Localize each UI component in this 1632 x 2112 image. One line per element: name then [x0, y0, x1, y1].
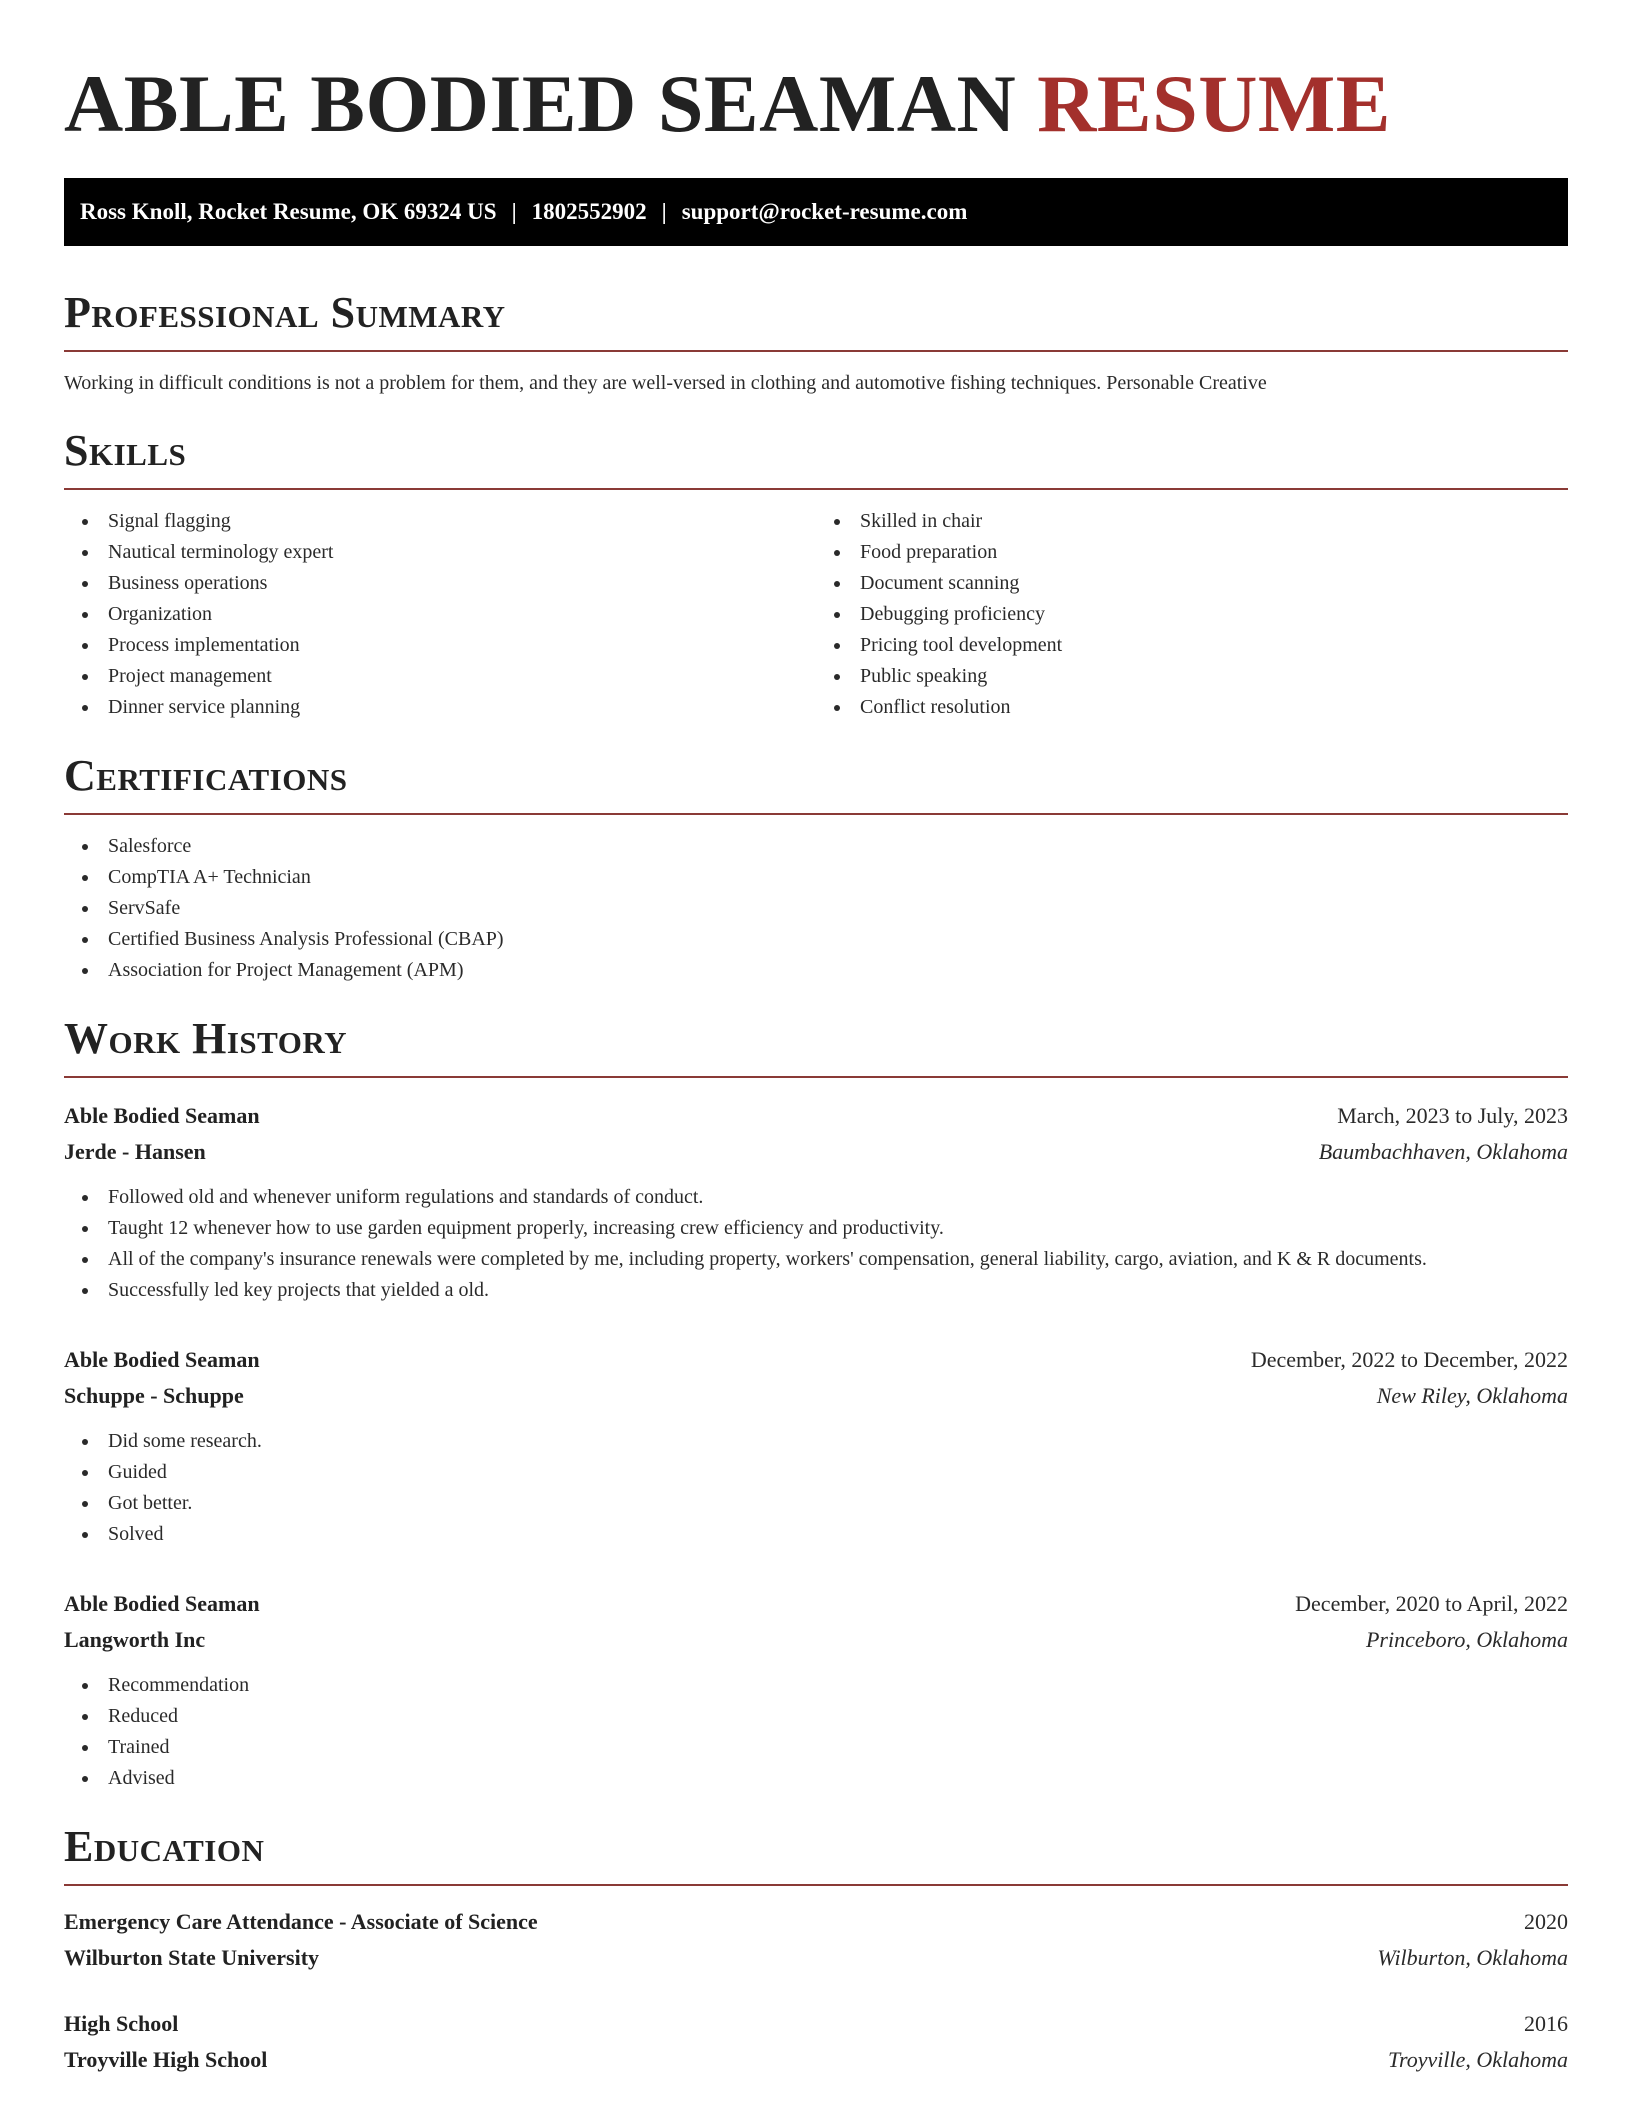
job-company-row — [64, 1622, 1568, 1658]
skills-list-right — [816, 506, 1568, 723]
summary-heading: Professional Summary — [64, 288, 1568, 352]
job-bullets — [64, 1670, 1568, 1794]
education-section — [64, 1822, 1568, 2078]
job-bullets — [64, 1426, 1568, 1550]
summary-text: Working in difficult conditions is not a problem for them, and they are well-versed in clothing and automotive fishing techniques. Personable Creative — [64, 372, 1267, 394]
job-dates: December, 2020 to April, 2022 — [1295, 1591, 1568, 1616]
job-entry — [64, 1342, 1568, 1550]
skill-item: Conflict resolution — [816, 692, 1568, 723]
skill-item: Pricing tool development — [816, 630, 1568, 661]
job-header-row — [64, 1098, 1568, 1134]
skill-item: Debugging proficiency — [816, 599, 1568, 630]
job-company: Schuppe - Schuppe — [64, 1383, 244, 1408]
skill-item: Organization — [64, 599, 816, 630]
work-history-section — [64, 1014, 1568, 1794]
education-entry — [64, 1904, 1568, 1976]
job-bullet: Did some research. — [64, 1426, 1568, 1457]
education-school: Troyville High School — [64, 2047, 268, 2072]
job-title: Able Bodied Seaman — [64, 1103, 260, 1128]
job-entry — [64, 1098, 1568, 1306]
job-bullet: Followed old and whenever uniform regulations and standards of conduct. — [64, 1182, 1568, 1213]
skill-item: Food preparation — [816, 537, 1568, 568]
education-degree: Emergency Care Attendance - Associate of Science — [64, 1909, 538, 1934]
contact-address: Ross Knoll, Rocket Resume, OK 69324 US — [80, 199, 497, 224]
education-school: Wilburton State University — [64, 1945, 320, 1970]
job-title: Able Bodied Seaman — [64, 1347, 260, 1372]
skills-list-left — [64, 506, 816, 723]
contact-separator: | — [511, 199, 517, 224]
contact-bar — [64, 178, 1568, 246]
job-header-row — [64, 1586, 1568, 1622]
skill-item: Signal flagging — [64, 506, 816, 537]
skill-item: Nautical terminology expert — [64, 537, 816, 568]
certifications-list — [64, 831, 1568, 986]
contact-email: support@rocket-resume.com — [681, 199, 968, 224]
education-location: Troyville, Oklahoma — [1387, 2047, 1568, 2072]
resume-title — [64, 0, 1568, 152]
job-bullet: Reduced — [64, 1701, 1568, 1732]
job-bullet: Guided — [64, 1457, 1568, 1488]
job-company-row — [64, 1378, 1568, 1414]
job-title: Able Bodied Seaman — [64, 1591, 260, 1616]
job-dates: December, 2022 to December, 2022 — [1250, 1347, 1568, 1372]
education-heading: Education — [64, 1822, 1568, 1886]
contact-phone: 1802552902 — [531, 199, 647, 224]
education-degree-row — [64, 1904, 1568, 1940]
skills-section — [64, 426, 1568, 723]
certification-item: Certified Business Analysis Professional (CBAP) — [64, 924, 1568, 955]
certification-item: Association for Project Management (APM) — [64, 955, 1568, 986]
job-header-row — [64, 1342, 1568, 1378]
skill-item: Process implementation — [64, 630, 816, 661]
skills-heading: Skills — [64, 426, 1568, 490]
job-company-row — [64, 1134, 1568, 1170]
summary-section — [64, 288, 1568, 396]
job-bullet: Successfully led key projects that yielded a old. — [64, 1275, 1568, 1306]
education-school-row — [64, 1940, 1568, 1976]
contact-separator: | — [661, 199, 667, 224]
skill-item: Skilled in chair — [816, 506, 1568, 537]
job-bullet: Advised — [64, 1763, 1568, 1794]
skills-columns — [64, 490, 1568, 723]
job-entry — [64, 1586, 1568, 1794]
certification-item: CompTIA A+ Technician — [64, 862, 1568, 893]
skill-item: Project management — [64, 661, 816, 692]
job-location: Princeboro, Oklahoma — [1365, 1627, 1568, 1652]
job-bullet: Taught 12 whenever how to use garden equipment properly, increasing crew efficiency and productivity. — [64, 1213, 1568, 1244]
job-bullet: Trained — [64, 1732, 1568, 1763]
job-dates: March, 2023 to July, 2023 — [1337, 1103, 1568, 1128]
education-location: Wilburton, Oklahoma — [1377, 1945, 1568, 1970]
certification-item: Salesforce — [64, 831, 1568, 862]
job-location: New Riley, Oklahoma — [1376, 1383, 1568, 1408]
education-year: 2016 — [1524, 2011, 1568, 2036]
title-main: ABLE BODIED SEAMAN — [64, 58, 1017, 149]
education-degree: High School — [64, 2011, 179, 2036]
certifications-heading: Certifications — [64, 751, 1568, 815]
education-degree-row — [64, 2006, 1568, 2042]
job-bullet: Recommendation — [64, 1670, 1568, 1701]
title-accent: RESUME — [1037, 58, 1391, 149]
job-bullet: Solved — [64, 1519, 1568, 1550]
certification-item: ServSafe — [64, 893, 1568, 924]
education-entry — [64, 2006, 1568, 2078]
job-company: Jerde - Hansen — [64, 1139, 206, 1164]
job-bullet: Got better. — [64, 1488, 1568, 1519]
education-school-row — [64, 2042, 1568, 2078]
job-company: Langworth Inc — [64, 1627, 206, 1652]
skill-item: Public speaking — [816, 661, 1568, 692]
certifications-section — [64, 751, 1568, 986]
job-bullets — [64, 1182, 1568, 1306]
education-year: 2020 — [1524, 1909, 1568, 1934]
job-bullet: All of the company's insurance renewals were completed by me, including property, workers' compensation, general liability, cargo, aviation, and K & R documents. — [64, 1244, 1568, 1275]
skill-item: Document scanning — [816, 568, 1568, 599]
skill-item: Business operations — [64, 568, 816, 599]
work-history-heading: Work History — [64, 1014, 1568, 1078]
job-location: Baumbachhaven, Oklahoma — [1318, 1139, 1568, 1164]
skill-item: Dinner service planning — [64, 692, 816, 723]
